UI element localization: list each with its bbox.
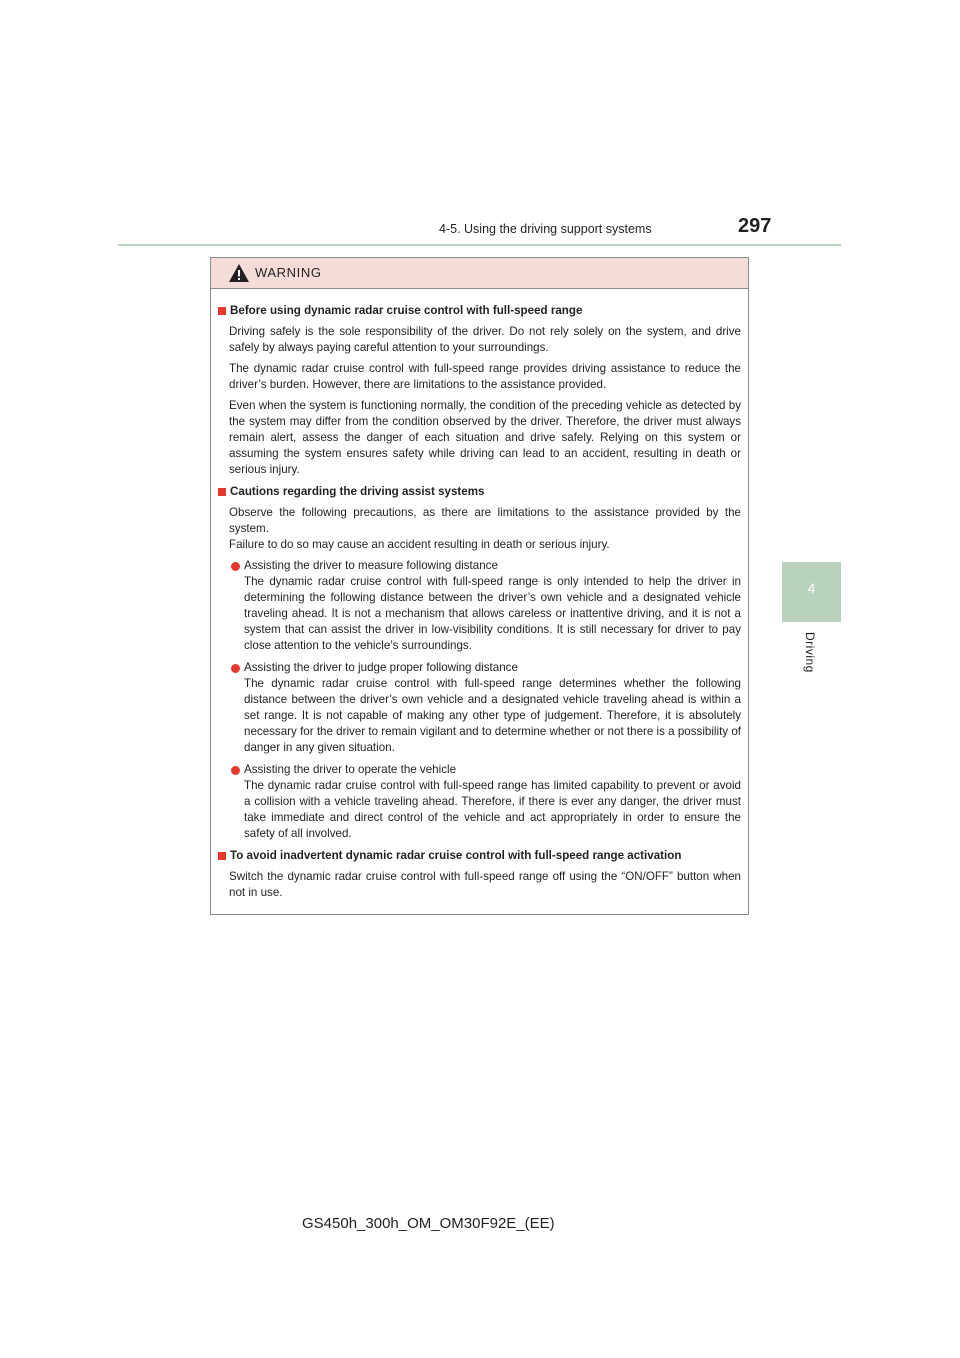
dot-bullet-icon [231,562,240,571]
dot-bullet-icon [231,664,240,673]
paragraph: Even when the system is functioning normally, the condition of the preceding vehicle as detected by the system may differ from the condition observed by the driver. Therefore, the driver must always remain alert, assess the danger of each situation and drive safely. Relying on this system or assuming the system ensures safety while driving can lead to an accident, resulting in death or serious injury. [229,399,741,476]
warning-label: WARNING [255,265,322,280]
section-heading [218,484,741,500]
chapter-number: 4 [807,580,816,596]
list-item-text: The dynamic radar cruise control with full-speed range is only intended to help the driver in determining the following distance between the driver’s own vehicle and a designated vehicle traveling ahead. It is not a mechanism that allows careless or inattentive driving, and it is not a system that can assist the driver in low-visibility conditions. It is still necessary for driver to pay close attention to the vehicle’s surroundings. [244,575,741,652]
manual-code: GS450h_300h_OM_OM30F92E_(EE) [302,1215,555,1232]
warning-triangle-icon [228,263,250,283]
list-item [231,762,741,842]
square-bullet-icon [218,488,226,496]
dot-bullet-icon [231,766,240,775]
section-heading-text: Cautions regarding the driving assist systems [230,485,485,498]
list-item [231,660,741,756]
list-item-title: Assisting the driver to measure following distance [244,559,498,572]
list-item-title: Assisting the driver to judge proper following distance [244,661,518,674]
section-heading-text: Before using dynamic radar cruise control with full-speed range [230,304,583,317]
list-item-title: Assisting the driver to operate the vehicle [244,763,457,776]
warning-body [211,289,748,901]
paragraph: Driving safely is the sole responsibility of the driver. Do not rely solely on the system, and drive safely by always paying careful attention to your surroundings. [229,325,741,354]
list-item [231,558,741,654]
warning-header [211,258,748,289]
paragraph: Observe the following precautions, as there are limitations to the assistance provided by the system. [229,506,741,535]
square-bullet-icon [218,307,226,315]
warning-section [218,848,741,901]
section-title: 4-5. Using the driving support systems [439,222,652,236]
page-number: 297 [738,215,772,237]
chapter-tab [782,562,841,622]
list-item-text: The dynamic radar cruise control with full-speed range has limited capability to prevent or avoid a collision with a vehicle traveling ahead. Therefore, if there is ever any danger, the driver must take immediate and direct control of the vehicle and act appropriately in order to ensure the safety of all involved. [244,779,741,840]
paragraph: The dynamic radar cruise control with full-speed range provides driving assistance to reduce the driver’s burden. However, there are limitations to the assistance provided. [229,362,741,391]
section-heading [218,303,741,319]
warning-section [218,484,741,842]
paragraph: Failure to do so may cause an accident resulting in death or serious injury. [229,538,610,551]
section-heading [218,848,741,864]
warning-section [218,303,741,478]
chapter-name: Driving [803,632,817,673]
list-item-text: The dynamic radar cruise control with full-speed range determines whether the following distance between the driver’s own vehicle and a designated vehicle traveling ahead is within a set range. It is not capable of making any other type of judgement. Therefore, it is absolutely necessary for the driver to remain vigilant and to determine whether or not there is a possibility of danger in any given situation. [244,677,741,754]
warning-box [210,257,749,915]
paragraph: Switch the dynamic radar cruise control with full-speed range off using the “ON/OFF” button when not in use. [229,870,741,899]
square-bullet-icon [218,852,226,860]
section-heading-text: To avoid inadvertent dynamic radar cruise control with full-speed range activation [230,849,682,862]
header-divider [118,244,841,246]
